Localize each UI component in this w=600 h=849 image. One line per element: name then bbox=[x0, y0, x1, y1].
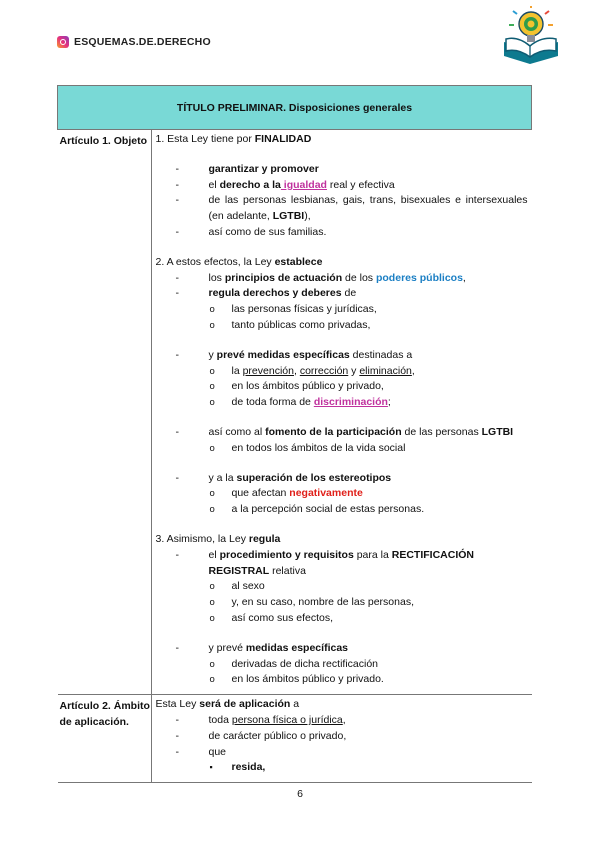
sub-list-item: o en los ámbitos público y privado. bbox=[209, 673, 384, 686]
sub-list-item: o la prevención, corrección y eliminación, bbox=[209, 364, 415, 377]
list-item: - toda persona física o jurídica, bbox=[175, 713, 346, 726]
paragraph-intro: Esta Ley será de aplicación a bbox=[155, 698, 300, 711]
sub-list-item: o a la percepción social de estas personas. bbox=[209, 503, 425, 516]
sub-list-item: o y, en su caso, nombre de las personas, bbox=[209, 596, 414, 609]
sub-list-item: o de toda forma de discriminación; bbox=[209, 396, 391, 409]
list-item: - de carácter público o privado, bbox=[175, 729, 347, 742]
paragraph-3: 3. Asimismo, la Ley regula bbox=[155, 532, 281, 545]
sub-list-item: o las personas físicas y jurídicas, bbox=[209, 303, 377, 316]
sub-list-item: o así como sus efectos, bbox=[209, 611, 334, 624]
sub-list-item: o al sexo bbox=[209, 580, 265, 593]
article-1-label: Artículo 1. Objeto bbox=[58, 130, 152, 695]
list-item: - regula derechos y deberes de bbox=[175, 287, 357, 300]
article-1-content bbox=[151, 130, 532, 695]
book-lightbulb-logo-icon bbox=[500, 6, 562, 66]
brand-name: ESQUEMAS.DE.DERECHO bbox=[74, 36, 211, 48]
sub-list-item: o que afectan negativamente bbox=[209, 487, 363, 500]
paragraph-2: 2. A estos efectos, la Ley establece bbox=[155, 255, 323, 268]
list-item: - garantizar y promover bbox=[175, 162, 319, 175]
sub-list-item: o tanto públicas como privadas, bbox=[209, 318, 371, 331]
instagram-icon bbox=[57, 36, 69, 48]
list-item: - los principios de actuación de los poderes públicos, bbox=[175, 271, 466, 284]
list-item: - que bbox=[175, 745, 227, 758]
section-title: TÍTULO PRELIMINAR. Disposiciones generales bbox=[58, 86, 532, 130]
page-number: 6 bbox=[297, 788, 303, 800]
sub-list-item: o derivadas de dicha rectificación bbox=[209, 657, 378, 670]
list-item: - así como al fomento de la participación de las personas LGTBI bbox=[175, 425, 514, 438]
sub-list-item: o en todos los ámbitos de la vida social bbox=[209, 441, 406, 454]
list-item: - y prevé medidas específicas destinadas a bbox=[175, 348, 413, 361]
list-item: - el procedimiento y requisitos para la RECTIFICACIÓN REGISTRAL relativa bbox=[175, 548, 474, 577]
list-item: - de las personas lesbianas, gais, trans, bisexuales e intersexuales (en adelante, LGTBI), bbox=[175, 194, 528, 223]
brand-header bbox=[57, 36, 211, 48]
sub-list-item: o en los ámbitos público y privado, bbox=[209, 380, 384, 393]
list-item: - y prevé medidas específicas bbox=[175, 641, 348, 654]
list-item: - así como de sus familias. bbox=[175, 225, 327, 238]
article-2-label: Artículo 2. Ámbito de aplicación. bbox=[58, 695, 152, 783]
content-table bbox=[57, 85, 532, 783]
article-2-content bbox=[151, 695, 532, 783]
list-item: - el derecho a la igualdad real y efectiva bbox=[175, 178, 395, 191]
sub-list-item: ▪ resida, bbox=[209, 761, 266, 774]
paragraph-1: 1. Esta Ley tiene por FINALIDAD bbox=[155, 133, 312, 145]
list-item: - y a la superación de los estereotipos bbox=[175, 471, 392, 484]
